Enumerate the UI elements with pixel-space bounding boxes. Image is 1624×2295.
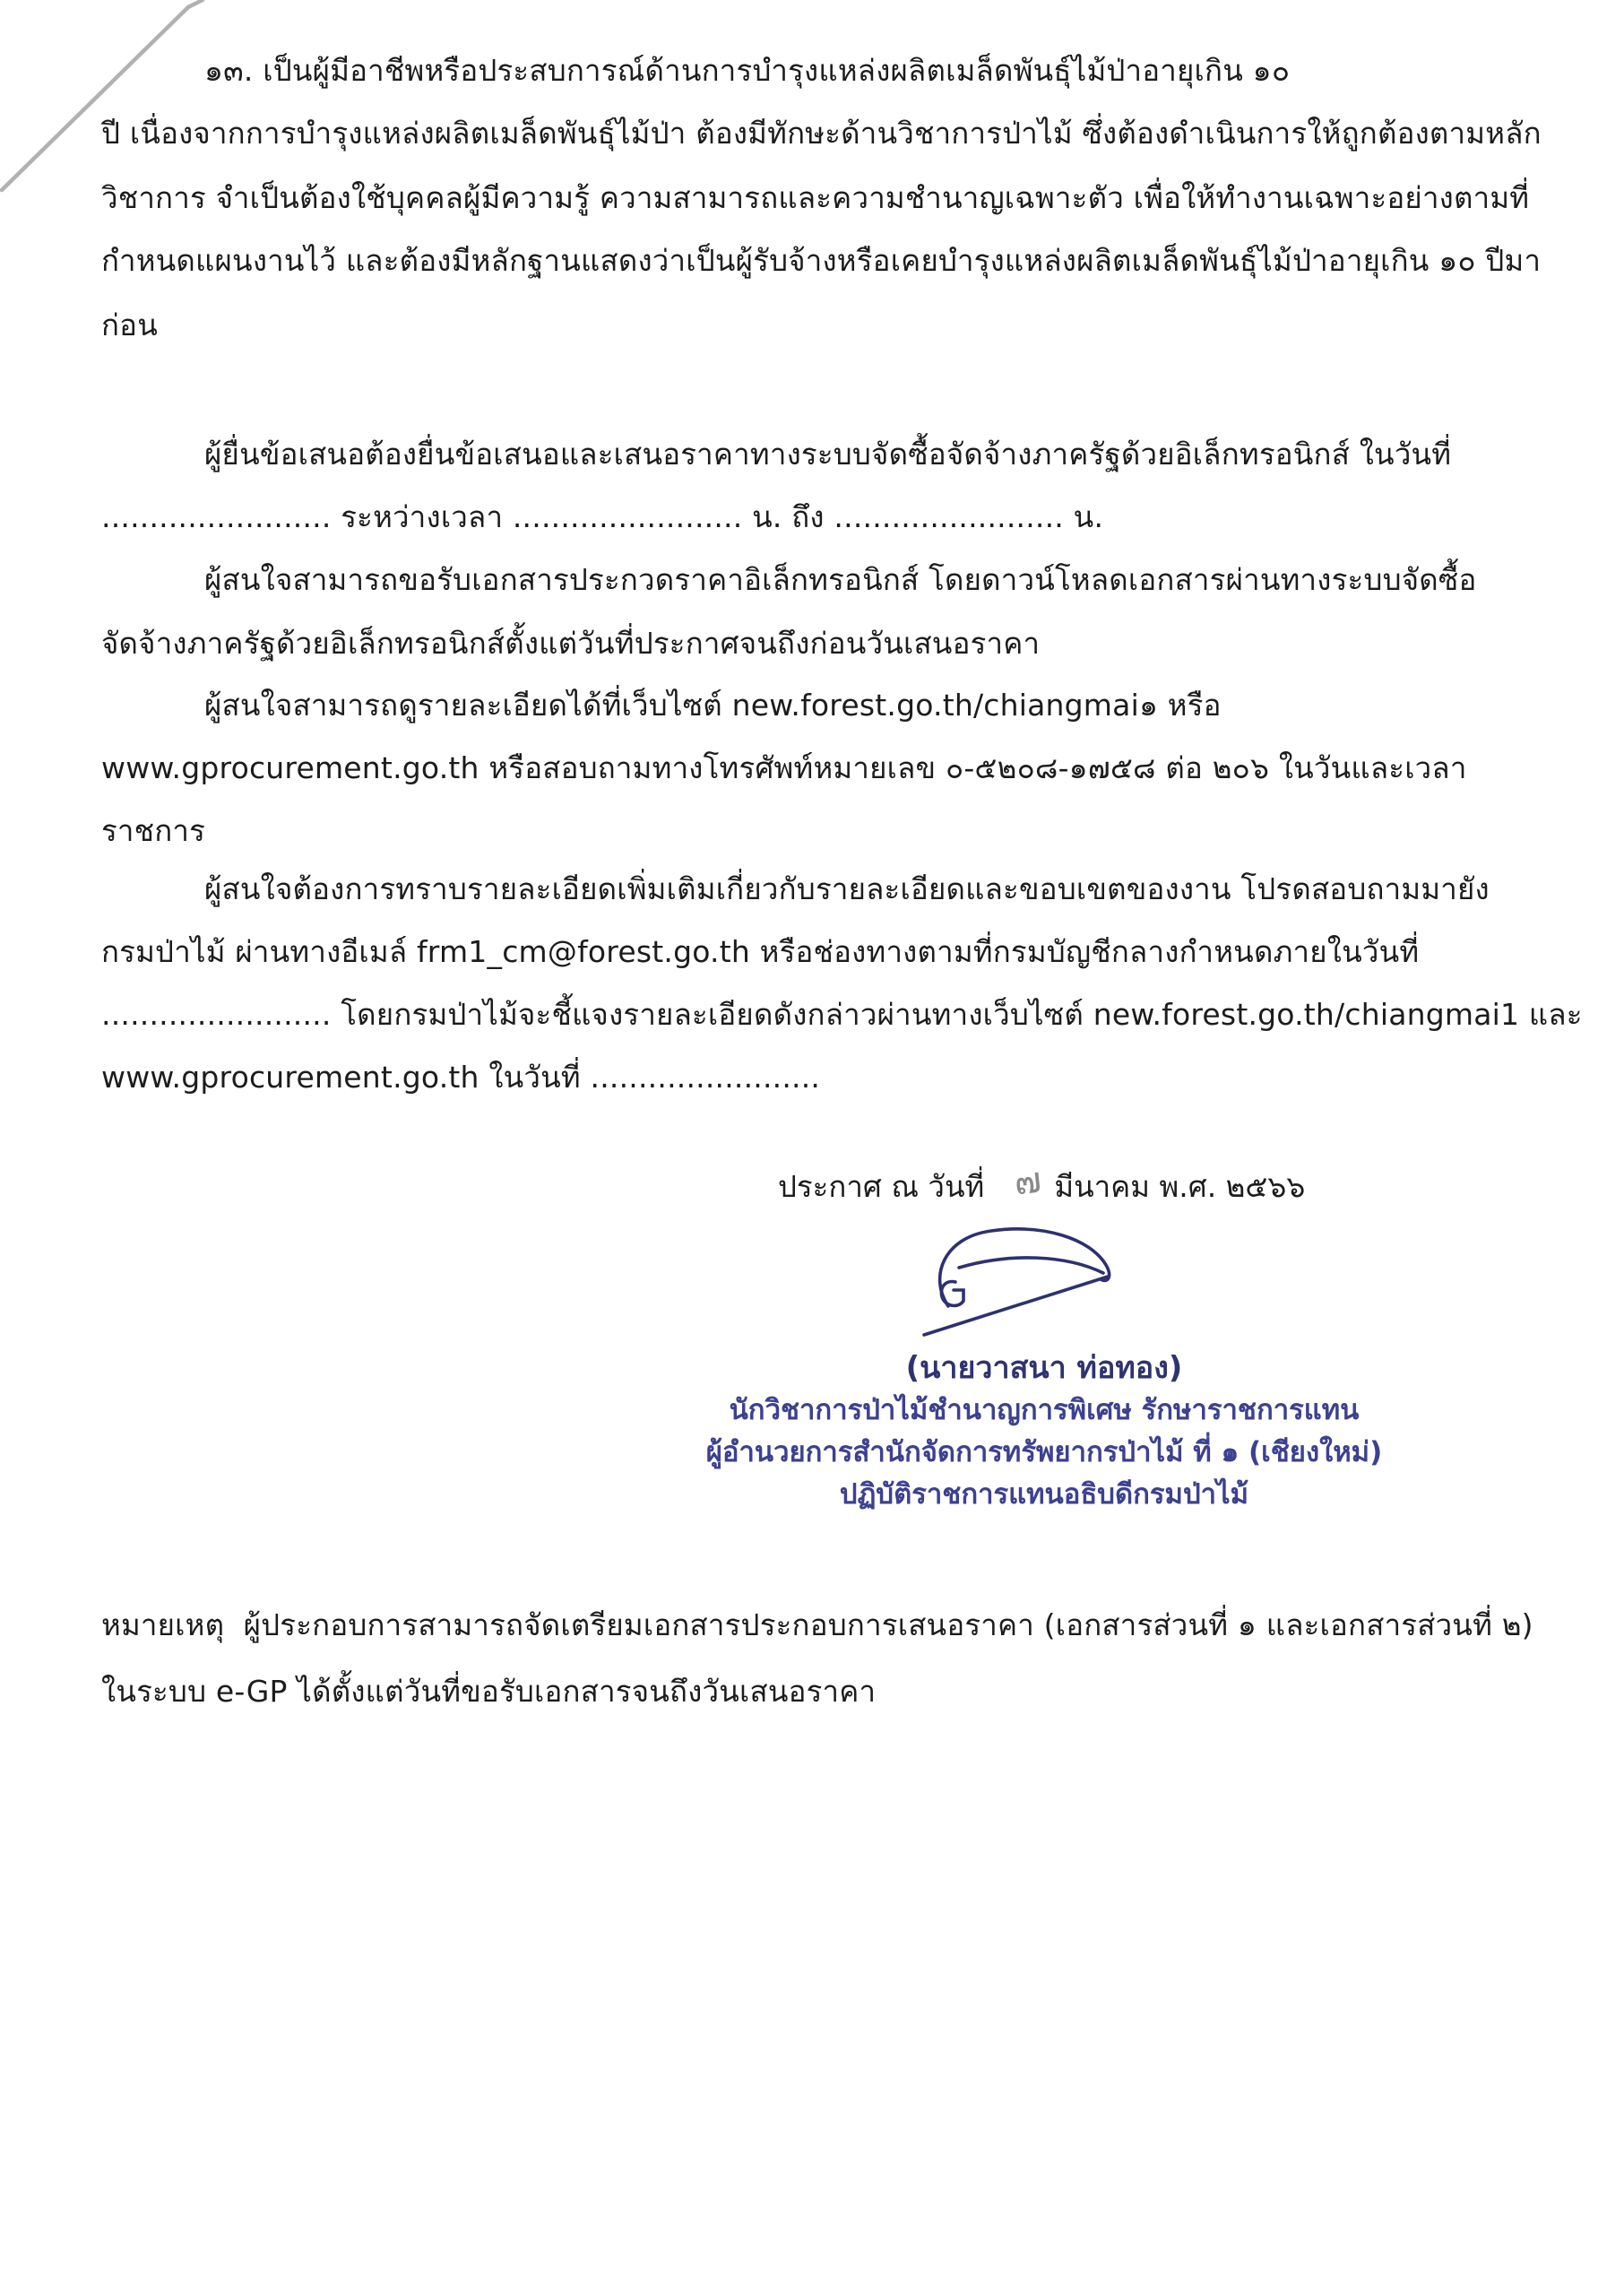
signatory-title-1: นักวิชาการป่าไม้ชำนาญการพิเศษ รักษาราชการแทน — [729, 1394, 1360, 1426]
body-line: กำหนดแผนงานไว้ และต้องมีหลักฐานแสดงว่าเป็นผู้รับจ้างหรือเคยบำรุงแหล่งผลิตเมล็ดพันธุ์ไม้ป่าอายุเกิน ๑๐ ปีมา — [101, 243, 1542, 278]
signatory-name: (นายวาสนา ท่อทอง) — [905, 1350, 1183, 1386]
body-line: ผู้สนใจสามารถขอรับเอกสารประกวดราคาอิเล็กทรอนิกส์ โดยดาวน์โหลดเอกสารผ่านทางระบบจัดซื้อ — [204, 562, 1477, 597]
body-line: ราชการ — [101, 813, 206, 848]
body-line-dotted-blanks: ........................ ระหว่างเวลา ........................ น. ถึง ........................ น. — [101, 499, 1104, 534]
body-line: ๑๓. เป็นผู้มีอาชีพหรือประสบการณ์ด้านการบำรุงแหล่งผลิตเมล็ดพันธุ์ไม้ป่าอายุเกิน ๑๐ — [204, 53, 1291, 88]
handwritten-day: ๗ — [1012, 1159, 1044, 1204]
body-line-dotted-blanks: ........................ โดยกรมป่าไม้จะชี้แจงรายละเอียดดังกล่าวผ่านทางเว็บไซต์ new.forest.go.th/chiangmai1 และ — [101, 997, 1583, 1032]
body-line: ผู้สนใจสามารถดูรายละเอียดได้ที่เว็บไซต์ new.forest.go.th/chiangmai๑ หรือ — [204, 688, 1222, 723]
body-line: ผู้สนใจต้องการทราบรายละเอียดเพิ่มเติมเกี่ยวกับรายละเอียดและขอบเขตของงาน โปรดสอบถามมายัง — [204, 871, 1490, 906]
date-suffix: มีนาคม พ.ศ. ๒๕๖๖ — [1054, 1169, 1306, 1204]
footnote-line: หมายเหตุ ผู้ประกอบการสามารถจัดเตรียมเอกสารประกอบการเสนอราคา (เอกสารส่วนที่ ๑ และเอกสารส่วนที่ ๒) — [101, 1607, 1533, 1642]
body-line: www.gprocurement.go.th หรือสอบถามทางโทรศัพท์หมายเลข ๐-๕๒๐๘-๑๗๕๘ ต่อ ๒๐๖ ในวันและเวลา — [101, 750, 1467, 785]
body-line: วิชาการ จำเป็นต้องใช้บุคคลผู้มีความรู้ ความสามารถและความชำนาญเฉพาะตัว เพื่อให้ทำงานเฉพาะอย่างตามที่ — [101, 180, 1530, 215]
body-line-dotted-blanks: www.gprocurement.go.th ในวันที่ ........................ — [101, 1060, 821, 1095]
body-line: กรมป่าไม้ ผ่านทางอีเมล์ frm1_cm@forest.go.th หรือช่องทางตามที่กรมบัญชีกลางกำหนดภายในวันที่ — [101, 934, 1420, 969]
footnote-line: ในระบบ e-GP ได้ตั้งแต่วันที่ขอรับเอกสารจนถึงวันเสนอราคา — [101, 1674, 877, 1709]
body-line: ปี เนื่องจากการบำรุงแหล่งผลิตเมล็ดพันธุ์ไม้ป่า ต้องมีทักษะด้านวิชาการป่าไม้ ซึ่งต้องดำเนินการให้ถูกต้องตามหลัก — [101, 116, 1542, 151]
date-prefix: ประกาศ ณ วันที่ — [777, 1169, 985, 1204]
signatory-title-3: ปฏิบัติราชการแทนอธิบดีกรมป่าไม้ — [839, 1478, 1249, 1511]
signatory-title-2: ผู้อำนวยการสำนักจัดการทรัพยากรป่าไม้ ที่ ๑ (เชียงใหม่) — [705, 1436, 1383, 1468]
scan-fold-line — [0, 0, 215, 206]
body-line: จัดจ้างภาครัฐด้วยอิเล็กทรอนิกส์ตั้งแต่วันที่ประกาศจนถึงก่อนวันเสนอราคา — [101, 626, 1041, 661]
signature-ink — [921, 1221, 1122, 1339]
body-line: ก่อน — [101, 307, 158, 342]
body-line: ผู้ยื่นข้อเสนอต้องยื่นข้อเสนอและเสนอราคาทางระบบจัดซื้อจัดจ้างภาครัฐด้วยอิเล็กทรอนิกส์ ในวันที่ — [204, 437, 1452, 472]
